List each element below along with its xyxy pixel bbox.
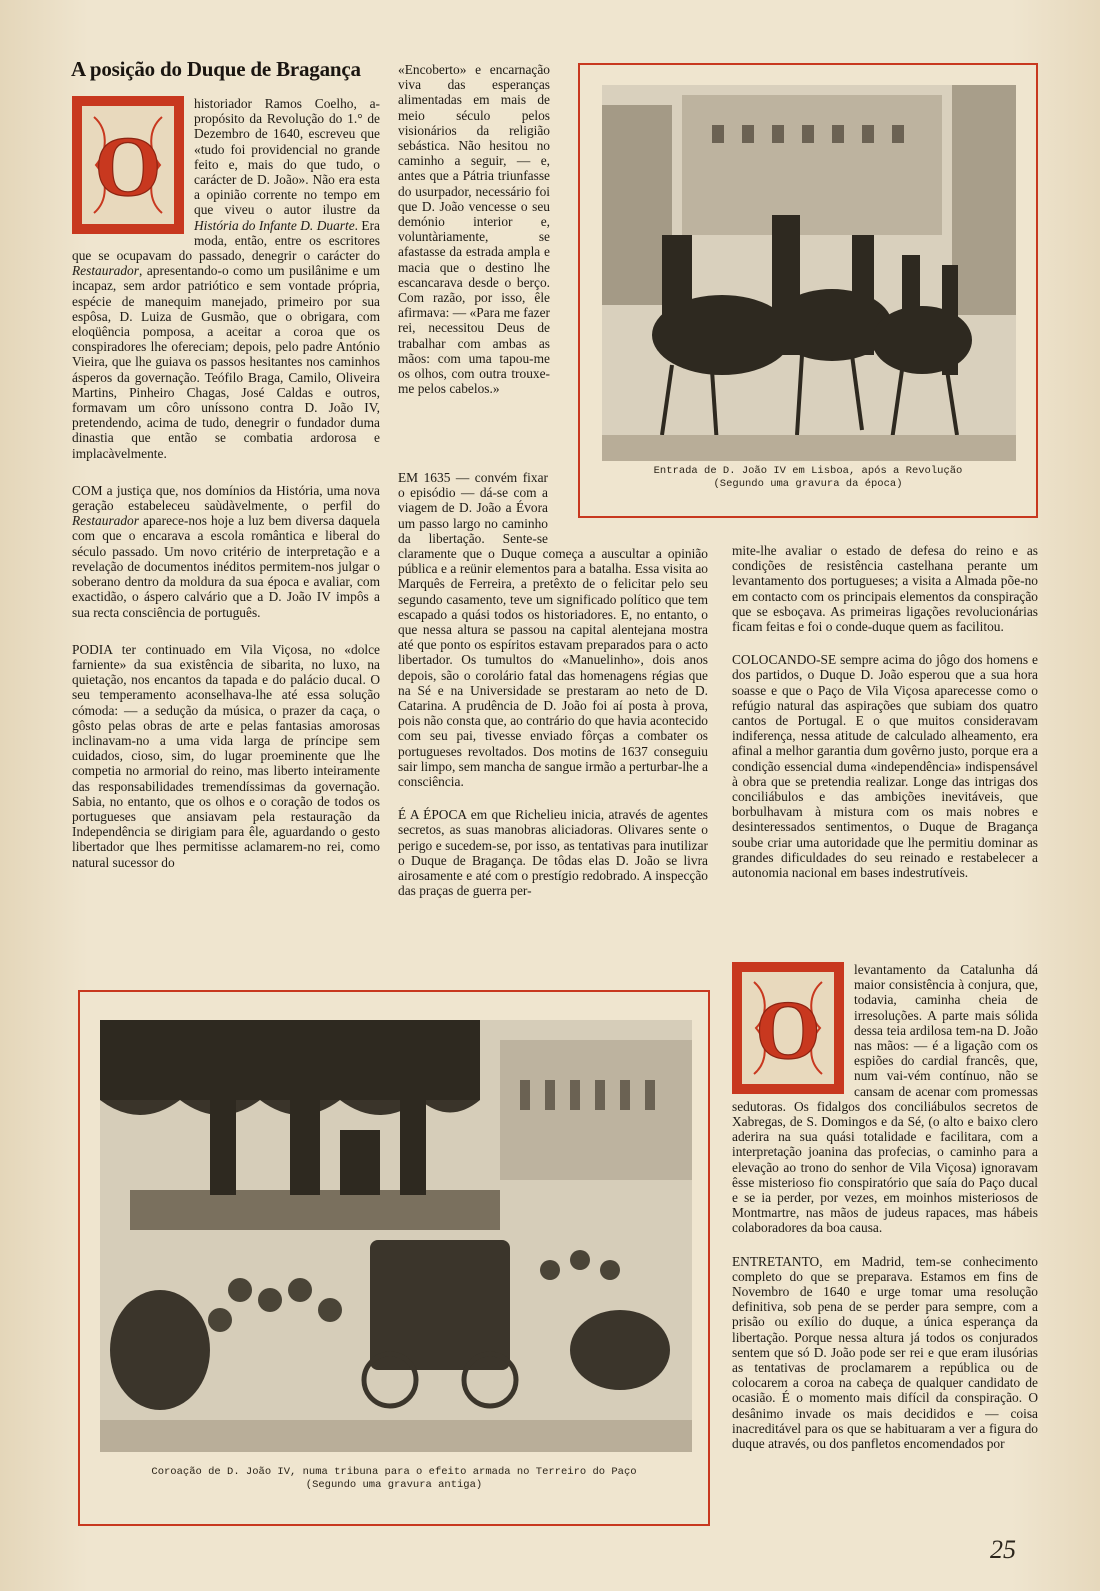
ornament-flourish-icon [88,111,168,219]
dropcap-letter: O [94,118,162,214]
col1-p1-c: , apresentando-o como um pusilânime e um incapaz, sem ardor patriótico e sem vontade própria, espécie de manequim manejado, primeiro por sua espôsa, D. Luiza de Gusmão, que o obrigara, com eloqüência pomposa, a aceitar a coroa que os conspiradores lhe ofereciam; depois, pelo padre António Vieira, que lhe guiava os passos hesitantes nos caminhos ásperos da governação. Teófilo Braga, Camilo, Oliveira Martins, Pinheiro Chagas, José Caldas e outros, formavam um côro uníssono contra D. João IV, pretendendo, acima de tudo, denegrir o fundador duma dinastia que então se combatia ardorosa e implacàvelmente. [72,263,380,461]
article-title: A posição do Duque de Bragança [71,57,361,81]
figure-top-caption: Entrada de D. João IV em Lisboa, após a Revolução [653,465,963,477]
figure-top [578,63,1038,518]
column-2-top [398,62,550,411]
column-1 [72,96,380,885]
engraving-coronation-image-icon [100,1020,692,1452]
col3-p3: levantamento da Catalunha dá maior consistência à conjura, que, todavia, caminha cheia de irresoluções. A parte mais sólida dessa teia ardilosa tem-na D. João nas mãos: — é a ligação com os espiões do cardial francês, que, num vai-vém contínuo, não se cansam de acenar com promessas sedutoras. Os fidalgos dos conciliábulos secretos de Xabregas, de S. Domingos e da Sé, (o alto e baixo clero aderira na sua quási totalidade e facilitara, com a interpretação joanina das profecias, o caminho para a elevação ao trono do senhor de Vila Viçosa) ignoravam êsse misterioso fio conspiratório que saía do Paço ducal e se ia perder, por vezes, em moinhos misteriosos de Montmartre, nas mãos de judeus rapaces, mas hábeis colaboradores da boa causa. [732,962,1038,1236]
column-2-bottom [398,470,708,913]
col1-p1-a: historiador Ramos Coelho, a-propósito da Revolução do 1.° de Dezembro de 1640, escreveu que «tudo foi providencial no grande feito e, mais do que tudo, o carácter de D. João». Não era esta a opinião corrente no tempo em que viveu o autor ilustre da [194,96,380,218]
figure-top-caption-source: (Segundo uma gravura da época) [713,478,903,490]
col3-p2: COLOCANDO-SE sempre acima do jôgo dos homens e dos partidos, o Duque D. João esperou que a sua hora soasse e que o Paço de Vila Viçosa aparecesse como o refúgio natural das aspirações que subiam dos quatro cantos de Portugal. E o que muitos consideravam indiferença, nessa atitude de calculado alheamento, era afinal a melhor garantia dum govêrno justo, porque era a condição essencial duma «independência» indispensável à obra que se pretendia realizar. Longe das intrigas dos conciliábulos e das ambições inevitáveis, que borbulhavam à mistura com os mais nobres e desinteressados sentimentos, o Duque de Bragança soube criar uma autoridade que lhe permitiu dominar as grandes dificuldades do seu reinado e restabelecer a autonomia nacional em bases indestrutíveis. [732,652,1038,881]
col1-p1-italic-2: Restaurador [72,263,139,279]
col2-p2: EM 1635 — convém fixar o episódio — dá-se com a viagem de D. João a Évora um passo largo no caminho da libertação. Sente-se claramente que o Duque começa a auscultar a opinião pública e a reünir elementos para a batalha. Essa visita ao Marquês de Ferreira, a pretêxto de o felicitar pelo seu segundo casamento, teve um significado político que tem escapado a quási todos os historiadores. E, no entanto, o que nessa altura se passou na capital alentejana mostra até que ponto os espíritos estavam preparados para o acto libertador. Os tumultos do «Manuelinho», dois anos depois, são o corolário fatal das homenagens régias que na Sé e na Universidade se prestaram ao neto de D. Catarina. A prudência de D. João foi aí posta à prova, pois não consta que, ao contrário do que havia acontecido com seu pai, tivesse enviado fôrças a combater os portugueses revoltados. Dos motins de 1637 conseguiu sair limpo, sem mancha de sangue irmão a perturbar-lhe a consciência. [398,470,708,790]
col1-p1-b: . Era moda, então, entre os escritores que se ocupavam do passado, denegrir o carácter do [72,217,380,264]
figure-bottom [78,990,710,1526]
column-3-bottom [732,962,1038,1466]
engraving-entry-lisbon [602,85,1016,461]
page-number: 25 [990,1535,1016,1564]
figure-bottom-caption: Coroação de D. João IV, numa tribuna para o efeito armada no Terreiro do Paço [151,1466,637,1478]
col3-p1: mite-lhe avaliar o estado de defesa do reino e as condições de resistência castelhana perante um levantamento dos portugueses; a visita a Almada põe-no em contacto com os principais elementos da conspiração que se esboçava. As primeiras ligações revolucionárias ficam feitas e foi o conde-duque quem as facilitou. [732,543,1038,635]
engraving-image-icon [602,85,1016,461]
col2-p1: «Encoberto» e encarnação viva das esperanças alimentadas em mais de meio século pelos visionários da religião sebástica. Não hesitou no caminho a seguir, — e, antes que a Pátria triunfasse do usurpador, necessário foi que D. João vencesse o seu demónio interior e, voluntàriamente, se afastasse da estrada ampla e macia que o destino lhe escancarava desde o berço. Com razão, por isso, êle afirmava: — «Para me fazer rei, necessitou Deus de trabalhar com ambas as mãos: com uma tapou-me os olhos, com outra trouxe-me pelos cabelos.» [398,62,550,397]
col1-p2-b: aparece-nos hoje a luz bem diversa daquela com que o encarava a escola romântica e liberal do século passado. Um novo critério de interpretação e a revelação de documentos inéditos permitem-nos julgar o soberano dentro da moldura da sua época e avaliar, com exactidão, o áspero calvário que a D. João IV impôs a sua recta consciência de português. [72,513,380,620]
figure-bottom-caption-source: (Segundo uma gravura antiga) [305,1479,483,1491]
col1-p3: PODIA ter continuado em Vila Viçosa, no «dolce farniente» da sua existência de sibarita, no luxo, na quietação, nos encantos da tapada e do palácio ducal. O seu temperamento aconselhava-lhe até essa solução cómoda: — a sedução da música, o prazer da caça, o gôsto pelas obras de arte e pelas fantasias amorosas inclinavam-no a uma vida larga de príncipe sem cuidados, cioso, sim, do lugar proeminente que lhe competia no armorial do reino, mas liberto inteiramente das responsabilidades tremendíssimas da governação. Sabia, no entanto, que os olhos e o coração de todos os portugueses que ansiavam pela restauração da Independência se dirigiam para êle, aguardando o gesto libertador que lhes permitisse aclamarem-no rei, como natural sucessor do [72,641,380,870]
ornament-flourish-icon-2 [748,976,828,1080]
col1-p2-a: COM a justiça que, nos domínios da História, uma nova geração estabeleceu saùdàvelmente, o perfil do [72,482,380,514]
dropcap-ornament [72,96,184,234]
col3-p4: ENTRETANTO, em Madrid, tem-se conhecimento completo do que se preparava. Estamos em fins de Novembro de 1640 e urge tomar uma resolução definitiva, sob pena de se perder para sempre, com a prisão ou exílio do duque, a única esperança da libertação. Porque nessa altura já todos os conjurados sentem que só D. João pode ser rei e que eram ilusórias as tentativas de proclamarem a república ou de colocarem a coroa na cabeça de qualquer candidato de ocasião. É o momento mais difícil da conspiração. O desânimo invade os mais decididos e — coisa inacreditável para os que se habituaram a ver a figura do duque através, ou dos panfletos encomendados por [732,1253,1038,1452]
dropcap-letter-2: O [755,984,821,1077]
col1-p2-italic: Restaurador [72,513,139,529]
dropcap-ornament-2 [732,962,844,1094]
column-3-top [732,543,1038,895]
col2-p3: É A ÉPOCA em que Richelieu inicia, através de agentes secretos, as suas manobras aliciadoras. Olivares sente o perigo e sucedem-se, por isso, as tentativas para inutilizar o Duque de Bragança. De tôdas elas D. João se livra airosamente e até com o prestígio redobrado. A inspecção das praças de guerra per- [398,807,708,899]
col1-p1-italic-1: História do Infante D. Duarte [194,217,355,233]
engraving-coronation [100,1020,692,1452]
